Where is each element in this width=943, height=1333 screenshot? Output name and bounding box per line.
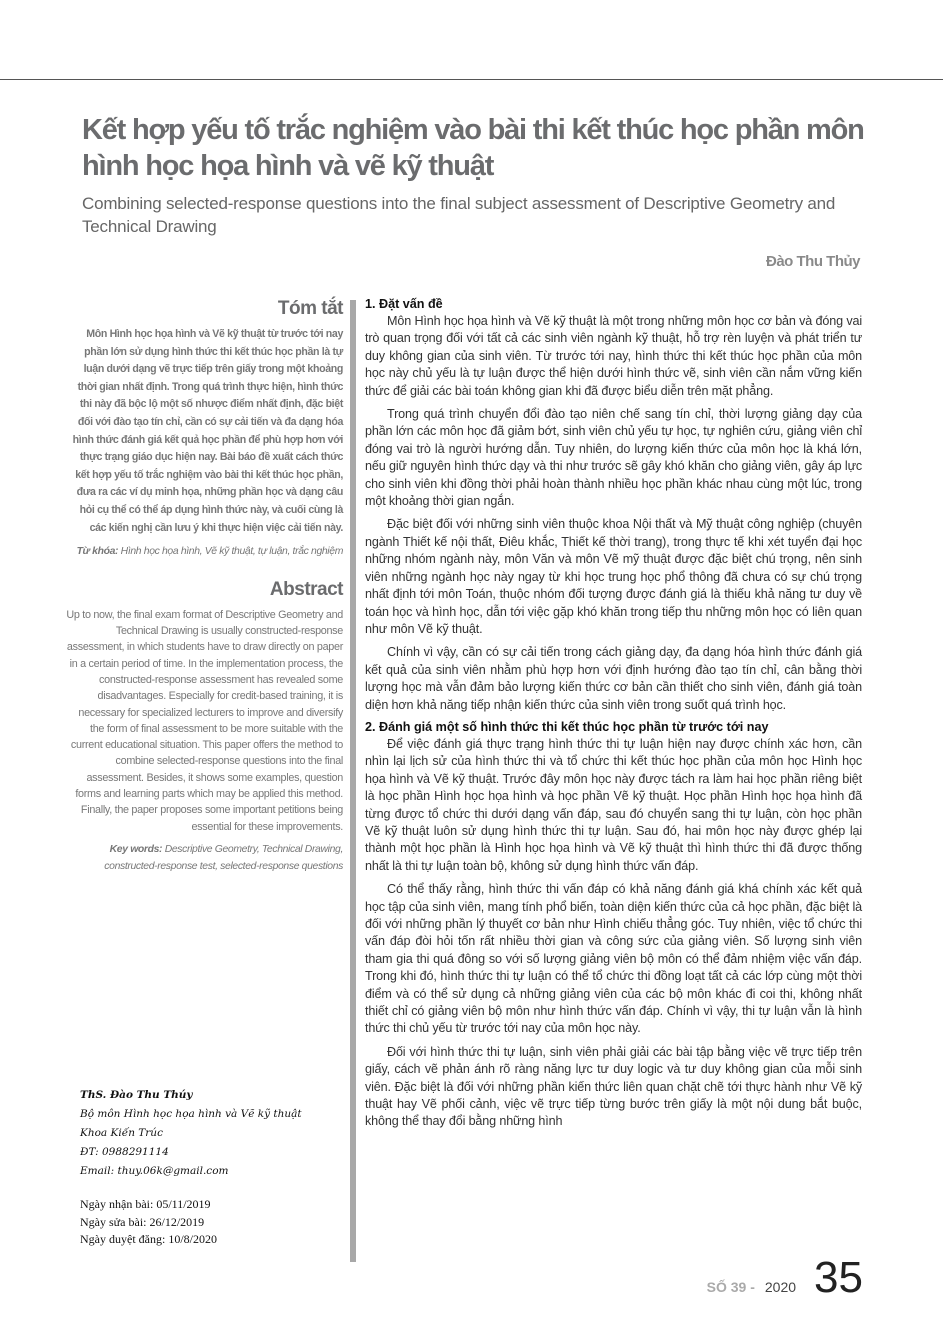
paragraph: Đặc biệt đối với những sinh viên thuộc khoa Nội thất và Mỹ thuật công nghiệp (chuyên ngành Thiết kế nội thất, Điêu khắc, Thiết kế thời trang), trong thực tế khi xét tuyển đại học những nhóm ngành này, môn Văn và môn Vẽ mỹ thuật được đặc biệt chú trọng, nên sinh viên những ngành học này ngay từ khi học trung học phổ thông đã chưa có sự chú trọng nhất định tới môn Toán, thuộc nhóm đối tượng được đánh giá là thiếu khả năng tư duy về toán học và hình học, dẫn tới việc gặp khó khăn trong tiếp thu những môn học có liên quan như môn Vẽ kỹ thuật. [365,517,862,636]
paragraph: Môn Hình học họa hình và Vẽ kỹ thuật là một trong những môn học cơ bản và đóng vai trò quan trọng đối với tất cả các sinh viên ngành kỹ thuật, hỗ trợ rèn luyện và phát triển tư duy không gian của sinh viên. Từ trước tới nay, hình thức thi kết thúc học phần của môn học này chủ yếu là tự luận được thể hiện dưới hình thức vẽ, sinh viên cần nắm vững kiến thức để giải các bài toán không gian khi đã được biểu diễn trên mặt phẳng. [365,314,862,398]
author-info [80,1086,350,1181]
summary-column [66,298,343,876]
article-subtitle: Combining selected-response questions into the final subject assessment of Descriptive Geometry and Technical Drawing [82,194,836,236]
body-column [365,297,862,1137]
page-footer [706,1253,863,1302]
page-number: 35 [814,1253,863,1302]
abstract-keywords [66,841,343,876]
tom-tat-keywords [66,543,343,561]
author-faculty: Khoa Kiến Trúc [80,1127,163,1139]
article-dates [80,1196,217,1249]
tom-tat-heading: Tóm tắt [277,298,343,319]
abstract-heading: Abstract [269,578,343,600]
keywords-label: Key words: [109,843,163,855]
article-author: Đào Thu Thủy [766,253,860,270]
keywords-value: Hình học họa hình, Vẽ kỹ thuật, tự luận, trắc nghiệm [118,546,343,558]
column-divider [350,300,356,1262]
date-accepted: Ngày duyệt đăng: 10/8/2020 [80,1232,217,1246]
paragraph: Đối với hình thức thi tự luận, sinh viên phải giải các bài tập bằng việc vẽ trực tiếp trên giấy, cách vẽ phản ánh rõ ràng năng lực tư duy logic và tư duy không gian của mỗi sinh viên. Đặc biệt là đối với những phần kiến thức liên quan chặt chẽ tới thực hành như Vẽ kỹ thuật hay Vẽ phối cảnh, việc vẽ trực tiếp từng bước trên giấy là một nội dung bắt buộc, không thể thay đổi bằng những hình [365,1044,862,1129]
section-1-heading: 1. Đặt vấn đề [365,297,443,311]
tom-tat-text: Môn Hình học họa hình và Vẽ kỹ thuật từ trước tới nay phần lớn sử dụng hình thức thi kết thúc học phần là tự luận dưới dạng vẽ trực tiếp trên giấy trong một khoảng thời gian nhất định. Trong quá trình thực hiện, hình thức thi này đã bộc lộ một số nhược điểm nhất định, đặc biệt đối với đào tạo tín chỉ, cần có sự cải tiến và đa dạng hóa hình thức đánh giá kết quả học phần để phù hợp hơn với thực trạng giáo dục hiện nay. Bài báo đề xuất cách thức kết hợp yếu tố trắc nghiệm vào bài thi kết thúc học phần, đưa ra các ví dụ minh họa, những phần học và dạng câu hỏi cụ thể có thể áp dụng hình thức này, và cuối cùng là các kiến nghị cần lưu ý khi thực hiện việc cải tiến này. [72,328,343,534]
paragraph: Để việc đánh giá thực trạng hình thức thi tự luận hiện nay được chính xác hơn, cần nhìn lại lịch sử của hình thức thi và tổ chức thi kết thúc học phần của môn học Hình học họa hình và Vẽ kỹ thuật. Trước đây môn học này được tách ra làm hai học phần riêng biệt là học phần Hình học họa hình và học phần Vẽ kỹ thuật. Học phần Hình học họa hình đã từng được tổ chức thi dưới dạng vấn đáp, sau đó chuyển sang thi tự luận, còn học phần Vẽ kỹ thuật luôn sử dụng hình thức thi tự luận. Sau đó, hai môn học này được ghép lại thành một học phần là Hình học họa hình và Vẽ kỹ thuật thì hình thức thi đã được thống nhất là thi tự luận toàn bộ, không sử dụng hình thức vấn đáp. [365,736,862,873]
author-email: Email: thuy.06k@gmail.com [80,1165,229,1177]
issue-year: 2020 [764,1279,797,1295]
section-2-heading: 2. Đánh giá một số hình thức thi kết thúc học phần từ trước tới nay [365,719,769,734]
issue-number: SỐ 39 - [706,1279,755,1295]
author-department: Bộ môn Hình học họa hình và Vẽ kỹ thuật [80,1108,302,1120]
date-revised: Ngày sửa bài: 26/12/2019 [80,1214,205,1229]
keywords-label: Từ khóa: [76,546,119,558]
keywords-value: Descriptive Geometry, Technical Drawing, constructed-response test, selected-response questions [104,843,343,873]
abstract-text: Up to now, the final exam format of Descriptive Geometry and Technical Drawing is usually constructed-response assessment, in which students have to draw directly on paper in a certain period of time. In the implementation process, the constructed-response assessment has revealed some disadvantages. Especially for credit-based training, it is necessary for specialized lecturers to improve and diversify the form of final assessment to be more suitable with the current educational situation. This paper offers the method to combine selected-response questions into the final assessment. Besides, it shows some examples, question forms and learning parts which may be applied this method. Finally, the paper proposes some important petitions being essential for these improvements. [66,608,343,833]
paragraph: Có thể thấy rằng, hình thức thi vấn đáp có khả năng đánh giá khá chính xác kết quả học tập của sinh viên, mang tính phổ biến, toàn diện kiến thức của cả học phần, đặc biệt là đối với những phần lý thuyết cơ bản như Hình chiếu thẳng góc. Tuy nhiên, việc tổ chức thi vấn đáp đòi hỏi tốn rất nhiều thời gian và công sức của giảng viên. Số lượng sinh viên tham gia thi quá đông so với số lượng giảng viên bộ môn có thể đảm nhiệm việc vấn đáp. Trong khi đó, hình thức thi tự luận có thể tổ chức thi đồng loạt tất cả các lớp cùng một thời điểm và có thể sử dụng cả những giảng viên của các bộ môn khác đi coi thi, không nhất thiết chỉ có giảng viên bộ môn như hình thức vấn đáp. Chính vì vậy, thi tự luận vẫn là hình thức thi chủ yếu từ trước tới nay của môn học này. [365,882,862,1036]
paragraph: Chính vì vậy, cần có sự cải tiến trong cách giảng dạy, đa dạng hóa hình thức đánh giá kết quả của sinh viên nhằm phù hợp hơn với định hướng đào tạo tín chỉ, cân bằng thời lượng học mà vẫn đảm bảo lượng kiến thức cơ bản cần thiết cho sinh viên, đánh giá toàn diện hơn khả năng tiếp nhận kiến thức của sinh viên trong suốt quá trình học. [365,645,862,712]
paragraph: Trong quá trình chuyển đổi đào tạo niên chế sang tín chỉ, thời lượng giảng dạy của phần lớn các môn học đã giảm bớt, sinh viên chủ yếu tự học, tự nghiên cứu, giảng viên chỉ đóng vai trò là người hướng dẫn. Tuy nhiên, do lượng kiến thức của môn học là khá lớn, nếu giữ nguyên hình thức dạy và thi như trước sẽ gây khó khăn cho giảng viên, gây áp lực cho sinh viên khi đồng thời phải hoàn thành nhiều học phần khác nhau cùng một lúc, trong một khoảng thời gian ngắn. [365,407,862,509]
date-received: Ngày nhận bài: 05/11/2019 [80,1197,211,1211]
author-name: ThS. Đào Thu Thúy [80,1089,193,1101]
author-phone: ĐT: 0988291114 [80,1146,169,1158]
header-rule [0,79,943,80]
article-title: Kết hợp yếu tố trắc nghiệm vào bài thi kết thúc học phần môn hình học họa hình và vẽ kỹ thuật [82,114,864,182]
